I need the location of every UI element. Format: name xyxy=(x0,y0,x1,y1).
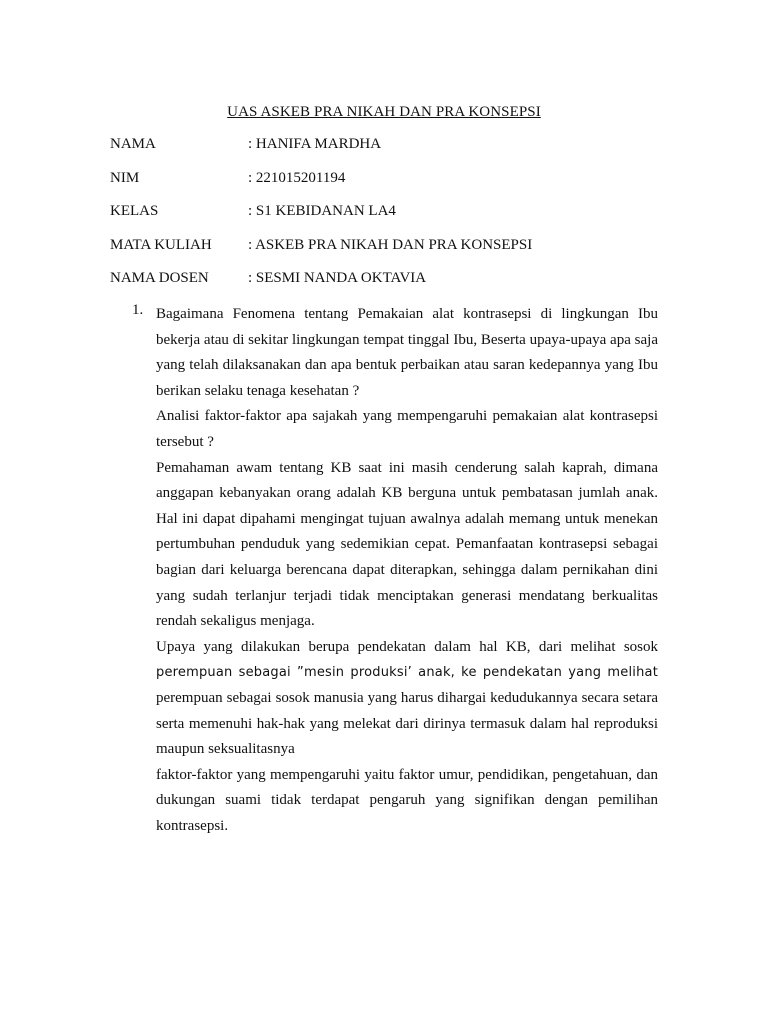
question-body xyxy=(156,302,658,839)
answer-paragraph: faktor-faktor yang mempengaruhi yaitu faktor umur, pendidikan, pengetahuan, dan dukungan suami tidak terdapat pengaruh yang signifikan dengan pemilihan kontrasepsi. xyxy=(156,766,658,834)
field-label: KELAS xyxy=(110,203,159,219)
page-title: UAS ASKEB PRA NIKAH DAN PRA KONSEPSI xyxy=(227,104,541,120)
answer-paragraph: Pemahaman awam tentang KB saat ini masih cenderung salah kaprah, dimana anggapan kebanyakan orang adalah KB berguna untuk pembatasan jumlah anak. Hal ini dapat dipahami mengingat tujuan awalnya adalah memang untuk menekan pertumbuhan penduduk yang sedemikian cepat. Pemanfaatan kontrasepsi sebagai bagian dari keluarga berencana dapat diterapkan, sehingga dalam pernikahan dini yang sudah terlanjur terjadi tidak menciptakan generasi mendatang berkualitas rendah sekaligus menjaga. xyxy=(156,459,658,630)
question-paragraph: Analisi faktor-faktor apa sajakah yang mempengaruhi pemakaian alat kontrasepsi tersebut ? xyxy=(156,408,658,450)
field-label: NIM xyxy=(110,170,140,186)
field-value: : 221015201194 xyxy=(248,170,346,186)
field-value: : HANIFA MARDHA xyxy=(248,136,382,152)
field-label: NAMA DOSEN xyxy=(110,270,209,286)
field-value: : ASKEB PRA NIKAH DAN PRA KONSEPSI xyxy=(248,237,533,253)
field-label: MATA KULIAH xyxy=(110,237,212,253)
question-number: 1. xyxy=(132,302,144,318)
answer-line-sans: perempuan sebagai ”mesin produksi’ anak, ke pendekatan yang melihat xyxy=(156,665,658,681)
field-value: : S1 KEBIDANAN LA4 xyxy=(248,203,396,219)
answer-line: Upaya yang dilakukan berupa pendekatan dalam hal KB, dari melihat sosok xyxy=(156,638,658,655)
answer-line: perempuan sebagai sosok manusia yang harus dihargai kedudukannya secara setara serta memenuhi hak-hak yang melekat dari dirinya termasuk dalam hal reproduksi maupun seksualitasnya xyxy=(156,689,658,758)
field-value: : SESMI NANDA OKTAVIA xyxy=(248,270,427,286)
question-paragraph: Bagaimana Fenomena tentang Pemakaian alat kontrasepsi di lingkungan Ibu bekerja atau di sekitar lingkungan tempat tinggal Ibu, Beserta upaya-upaya apa saja yang telah dilaksanakan dan apa bentuk perbaikan atau saran kedepannya yang Ibu berikan selaku tenaga kesehatan ? xyxy=(156,306,658,399)
field-label: NAMA xyxy=(110,136,156,152)
answer-paragraph xyxy=(156,635,658,763)
